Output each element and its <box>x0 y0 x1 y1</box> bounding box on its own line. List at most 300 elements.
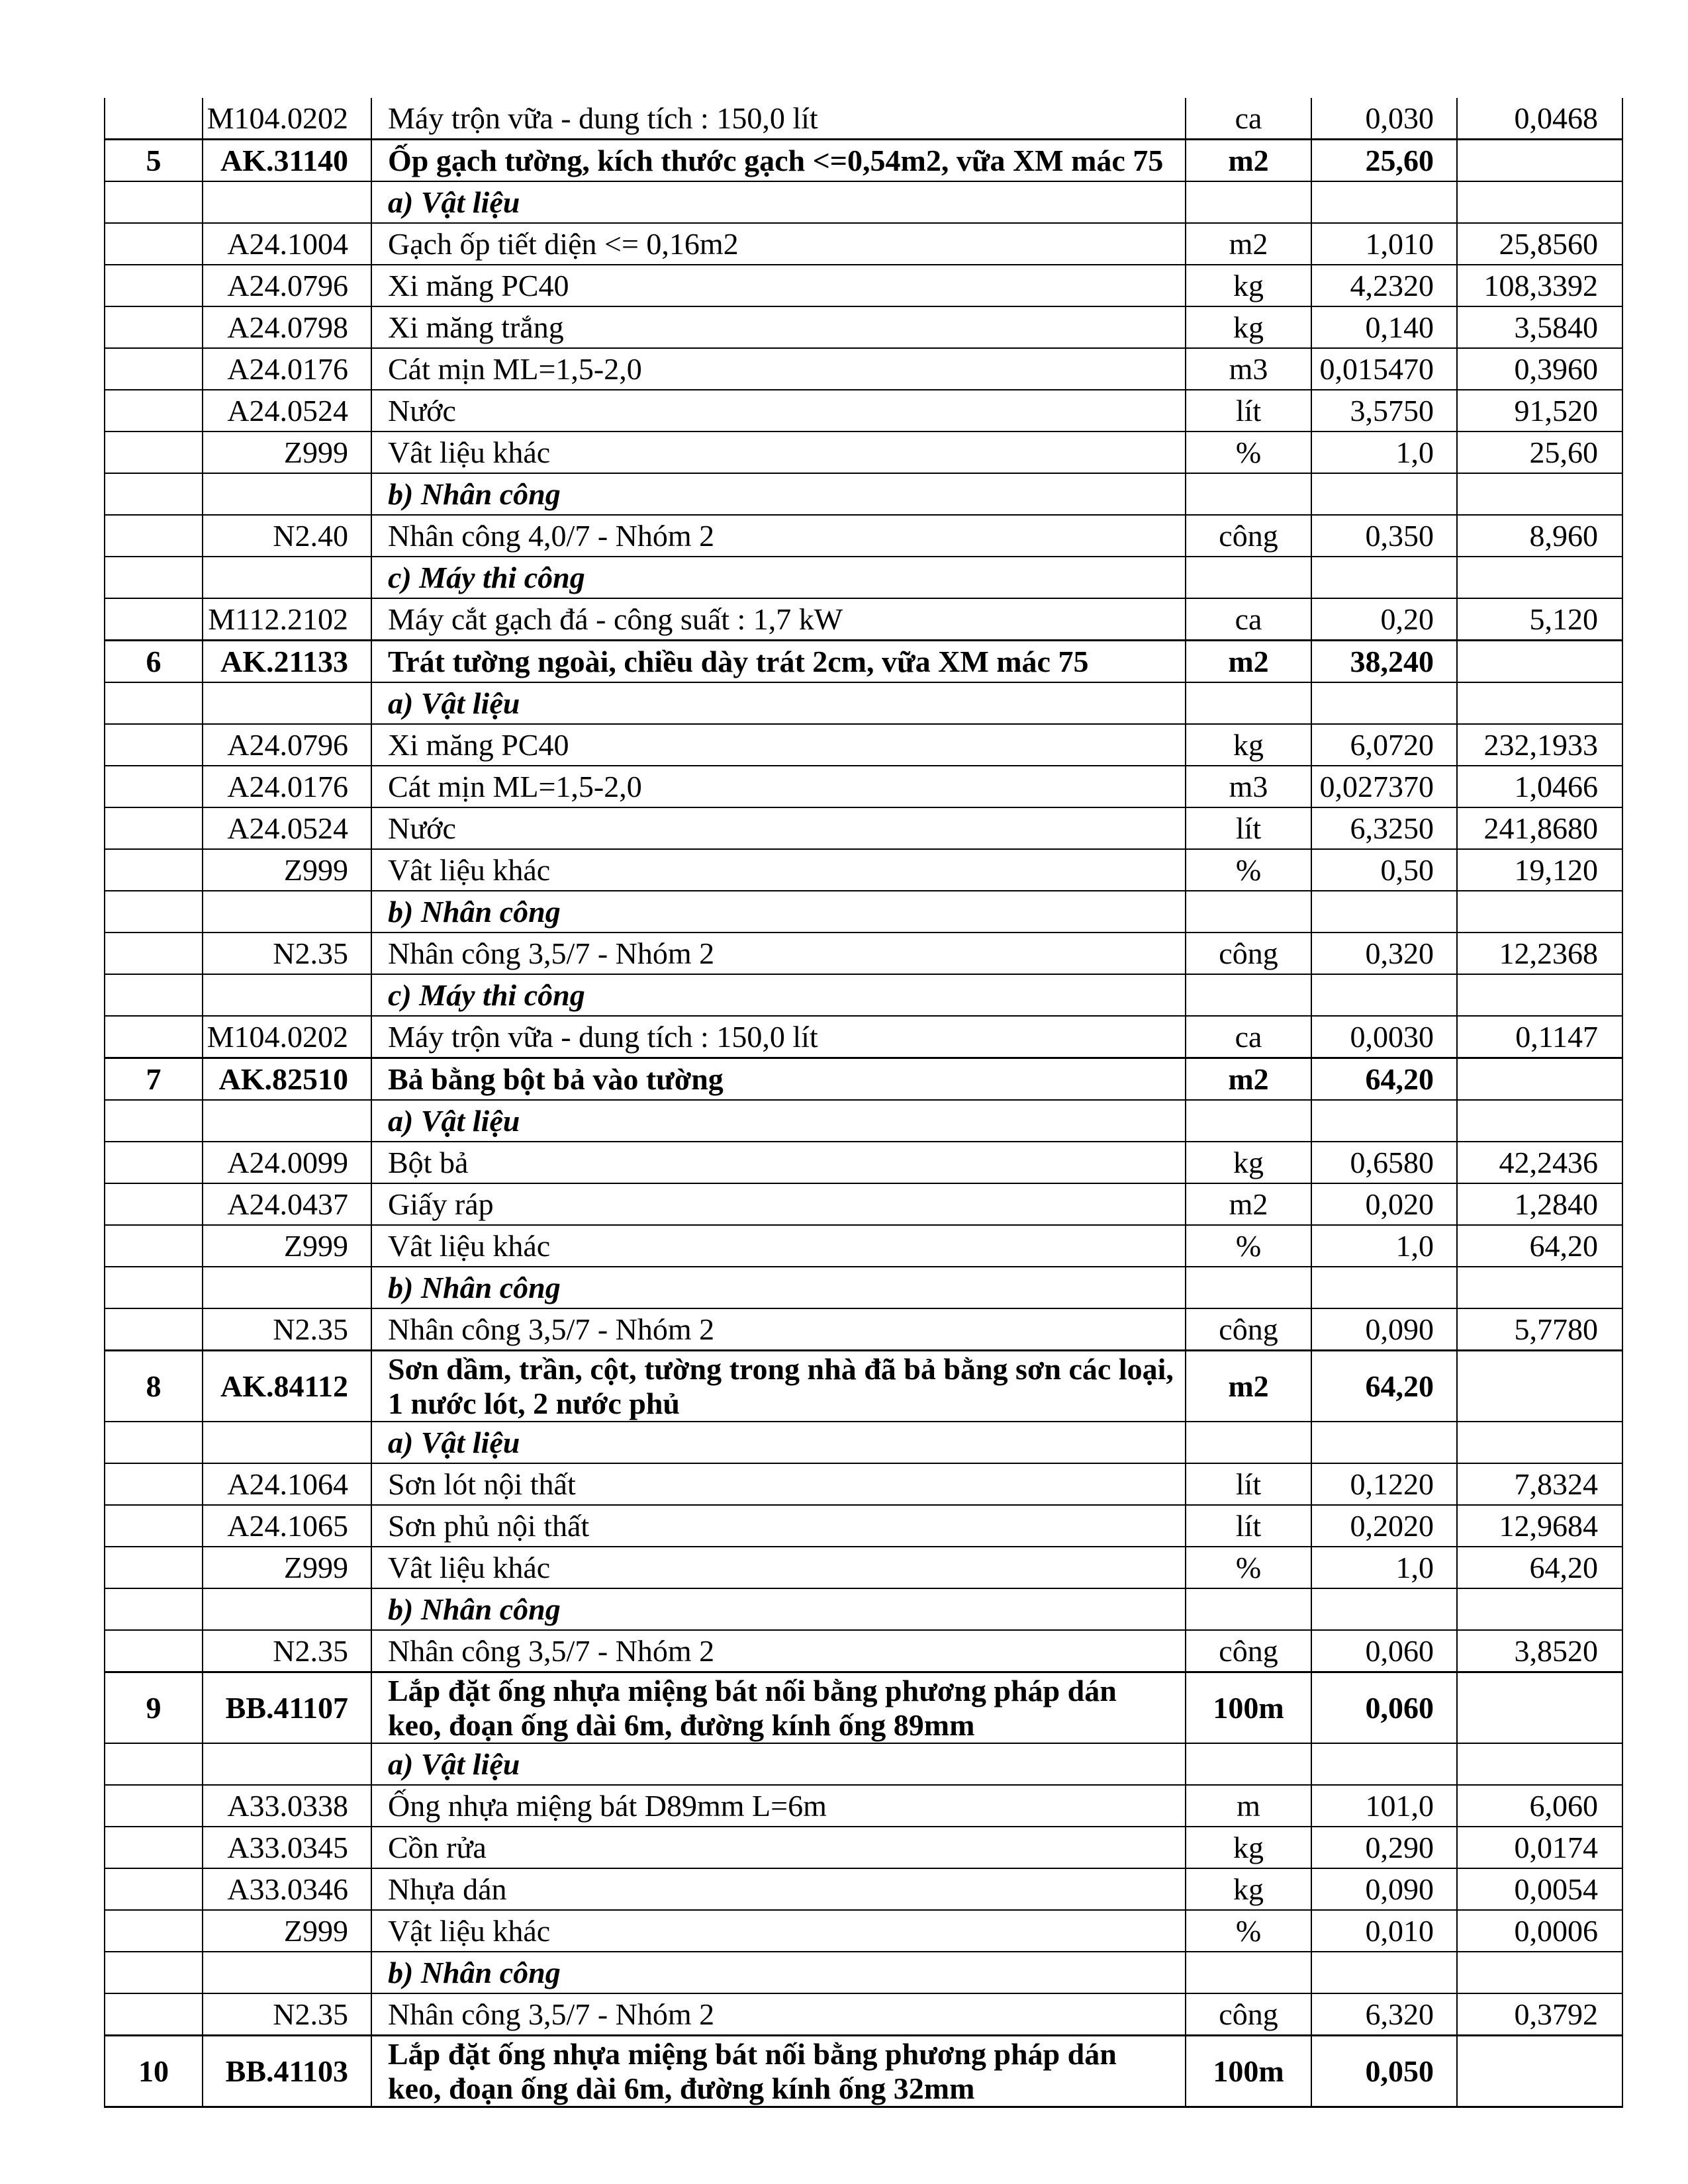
table-row <box>105 1142 1622 1183</box>
cell-unit: m <box>1186 1785 1311 1827</box>
cell-unit: kg <box>1186 1868 1311 1910</box>
cell-code <box>203 1422 371 1463</box>
table-row <box>105 849 1622 891</box>
cell-qty: 0,50 <box>1311 849 1457 891</box>
cell-name: Vât liệu khác <box>371 432 1186 473</box>
cell-stt: 10 <box>105 2036 203 2107</box>
table-row <box>105 1422 1622 1463</box>
cell-name: Bột bả <box>371 1142 1186 1183</box>
cell-unit: ca <box>1186 598 1311 641</box>
cell-name: Nhân công 3,5/7 - Nhóm 2 <box>371 1630 1186 1672</box>
cell-code: AK.21133 <box>203 641 371 683</box>
cell-unit: ca <box>1186 98 1311 140</box>
cell-stt <box>105 265 203 306</box>
cell-total: 0,0174 <box>1457 1827 1622 1868</box>
cell-code: A24.0796 <box>203 724 371 766</box>
cell-code: BB.41103 <box>203 2036 371 2107</box>
cell-unit: m2 <box>1186 1058 1311 1101</box>
cell-stt <box>105 933 203 974</box>
cell-qty <box>1311 1588 1457 1630</box>
cell-qty: 1,0 <box>1311 1547 1457 1588</box>
cell-unit: m2 <box>1186 641 1311 683</box>
cell-qty: 3,5750 <box>1311 390 1457 432</box>
cell-total: 5,7780 <box>1457 1308 1622 1351</box>
cell-name: Nước <box>371 390 1186 432</box>
table-row <box>105 1505 1622 1547</box>
table-row <box>105 1672 1622 1744</box>
cell-qty: 101,0 <box>1311 1785 1457 1827</box>
cell-unit: % <box>1186 1547 1311 1588</box>
cell-unit: kg <box>1186 306 1311 348</box>
cell-stt <box>105 557 203 598</box>
cell-name: Trát tường ngoài, chiều dày trát 2cm, vữa XM mác 75 <box>371 641 1186 683</box>
cell-code: Z999 <box>203 432 371 473</box>
table-row <box>105 974 1622 1016</box>
cell-name: a) Vật liệu <box>371 1422 1186 1463</box>
table-row <box>105 1785 1622 1827</box>
table-row <box>105 1547 1622 1588</box>
table-row <box>105 390 1622 432</box>
table-row <box>105 766 1622 807</box>
cell-name: Gạch ốp tiết diện <= 0,16m2 <box>371 223 1186 265</box>
cell-unit: kg <box>1186 1142 1311 1183</box>
cell-total: 7,8324 <box>1457 1463 1622 1505</box>
cell-code: N2.35 <box>203 1630 371 1672</box>
cell-qty: 0,030 <box>1311 98 1457 140</box>
cell-total: 1,0466 <box>1457 766 1622 807</box>
table-row <box>105 265 1622 306</box>
cell-qty <box>1311 682 1457 724</box>
cell-total: 91,520 <box>1457 390 1622 432</box>
cell-qty: 6,0720 <box>1311 724 1457 766</box>
cell-qty: 0,010 <box>1311 1910 1457 1952</box>
table-row <box>105 641 1622 683</box>
table-row <box>105 1100 1622 1142</box>
cell-qty: 0,090 <box>1311 1308 1457 1351</box>
cell-stt <box>105 1267 203 1308</box>
cell-name: Nhân công 4,0/7 - Nhóm 2 <box>371 515 1186 557</box>
cell-stt <box>105 1225 203 1267</box>
cell-total <box>1457 974 1622 1016</box>
cell-stt <box>105 1588 203 1630</box>
cell-unit: kg <box>1186 1827 1311 1868</box>
cell-qty <box>1311 1267 1457 1308</box>
cell-name: Sơn phủ nội thất <box>371 1505 1186 1547</box>
cell-code: A24.1004 <box>203 223 371 265</box>
cell-unit: công <box>1186 1993 1311 2036</box>
table-row <box>105 2036 1622 2107</box>
cell-total: 12,9684 <box>1457 1505 1622 1547</box>
cell-stt <box>105 1547 203 1588</box>
cell-qty: 0,020 <box>1311 1183 1457 1225</box>
cell-code: M104.0202 <box>203 98 371 140</box>
cell-total: 241,8680 <box>1457 807 1622 849</box>
cell-code: A24.0099 <box>203 1142 371 1183</box>
cell-stt <box>105 849 203 891</box>
cell-code: A24.0798 <box>203 306 371 348</box>
cell-stt <box>105 223 203 265</box>
cell-qty: 0,0030 <box>1311 1016 1457 1058</box>
cell-stt <box>105 306 203 348</box>
cell-unit: công <box>1186 1630 1311 1672</box>
cell-name: Sơn lót nội thất <box>371 1463 1186 1505</box>
cell-name: Máy trộn vữa - dung tích : 150,0 lít <box>371 98 1186 140</box>
table-row <box>105 933 1622 974</box>
cell-unit <box>1186 1267 1311 1308</box>
cell-code: N2.35 <box>203 1993 371 2036</box>
cell-unit: ca <box>1186 1016 1311 1058</box>
cell-total: 0,3960 <box>1457 348 1622 390</box>
cell-total: 25,8560 <box>1457 223 1622 265</box>
cell-name: Vât liệu khác <box>371 1225 1186 1267</box>
cell-stt <box>105 598 203 641</box>
cell-stt <box>105 891 203 933</box>
cell-code: N2.35 <box>203 1308 371 1351</box>
cell-total: 232,1933 <box>1457 724 1622 766</box>
cell-code: A33.0338 <box>203 1785 371 1827</box>
cell-stt <box>105 682 203 724</box>
table-row <box>105 1267 1622 1308</box>
table-row <box>105 140 1622 182</box>
cell-code <box>203 682 371 724</box>
cell-unit <box>1186 682 1311 724</box>
cell-stt <box>105 1308 203 1351</box>
cell-total: 12,2368 <box>1457 933 1622 974</box>
cell-stt <box>105 1952 203 1993</box>
table-row <box>105 1827 1622 1868</box>
cell-total: 25,60 <box>1457 432 1622 473</box>
table-row <box>105 557 1622 598</box>
cell-qty: 0,015470 <box>1311 348 1457 390</box>
cell-unit <box>1186 1952 1311 1993</box>
table-row <box>105 1630 1622 1672</box>
cell-unit: m2 <box>1186 140 1311 182</box>
cell-code: A24.0524 <box>203 807 371 849</box>
cell-name: Nhựa dán <box>371 1868 1186 1910</box>
cell-name: Xi măng PC40 <box>371 724 1186 766</box>
cell-qty: 0,140 <box>1311 306 1457 348</box>
table-row <box>105 1183 1622 1225</box>
table-row <box>105 1588 1622 1630</box>
cell-stt <box>105 1743 203 1785</box>
cell-code: M112.2102 <box>203 598 371 641</box>
cell-unit: kg <box>1186 724 1311 766</box>
cell-code: AK.31140 <box>203 140 371 182</box>
cell-qty <box>1311 1100 1457 1142</box>
cell-stt <box>105 181 203 223</box>
cell-code <box>203 974 371 1016</box>
cell-qty: 0,20 <box>1311 598 1457 641</box>
cell-qty: 1,0 <box>1311 432 1457 473</box>
cell-name: Lắp đặt ống nhựa miệng bát nối bằng phương pháp dán keo, đoạn ống dài 6m, đường kính ống 32mm <box>371 2036 1186 2107</box>
cell-qty <box>1311 974 1457 1016</box>
cell-code: Z999 <box>203 1225 371 1267</box>
cell-code: A33.0345 <box>203 1827 371 1868</box>
cell-stt <box>105 390 203 432</box>
cell-name: Giấy ráp <box>371 1183 1186 1225</box>
cell-stt: 7 <box>105 1058 203 1101</box>
cell-qty: 0,1220 <box>1311 1463 1457 1505</box>
cell-code <box>203 1952 371 1993</box>
table-row <box>105 1058 1622 1101</box>
cell-stt <box>105 1016 203 1058</box>
cell-code: A24.0176 <box>203 348 371 390</box>
cell-code: N2.40 <box>203 515 371 557</box>
cell-code <box>203 181 371 223</box>
cell-stt <box>105 1630 203 1672</box>
cell-code <box>203 557 371 598</box>
cell-code <box>203 1100 371 1142</box>
cell-unit: m3 <box>1186 348 1311 390</box>
cell-qty: 6,320 <box>1311 1993 1457 2036</box>
cell-qty <box>1311 1743 1457 1785</box>
cell-name: Vât liệu khác <box>371 849 1186 891</box>
cell-total: 3,8520 <box>1457 1630 1622 1672</box>
cell-qty: 0,027370 <box>1311 766 1457 807</box>
table-row <box>105 1868 1622 1910</box>
cell-name: Nhân công 3,5/7 - Nhóm 2 <box>371 1308 1186 1351</box>
cell-name: Cát mịn ML=1,5-2,0 <box>371 348 1186 390</box>
cell-total <box>1457 891 1622 933</box>
cell-name: Bả bằng bột bả vào tường <box>371 1058 1186 1101</box>
cell-unit: lít <box>1186 390 1311 432</box>
cell-stt <box>105 1422 203 1463</box>
cell-name: b) Nhân công <box>371 473 1186 515</box>
cell-qty <box>1311 473 1457 515</box>
cell-stt <box>105 98 203 140</box>
cell-code: AK.84112 <box>203 1351 371 1422</box>
cell-total <box>1457 1743 1622 1785</box>
cell-total: 0,0054 <box>1457 1868 1622 1910</box>
cell-name: Lắp đặt ống nhựa miệng bát nối bằng phương pháp dán keo, đoạn ống dài 6m, đường kính ống 89mm <box>371 1672 1186 1744</box>
cell-unit: m2 <box>1186 1351 1311 1422</box>
cost-estimate-table-body <box>105 98 1622 2107</box>
table-row <box>105 515 1622 557</box>
cell-unit: lít <box>1186 1505 1311 1547</box>
cell-qty: 4,2320 <box>1311 265 1457 306</box>
cell-code: A24.1065 <box>203 1505 371 1547</box>
cell-unit: % <box>1186 849 1311 891</box>
cell-code: A24.0437 <box>203 1183 371 1225</box>
table-row <box>105 1225 1622 1267</box>
cell-name: a) Vật liệu <box>371 1743 1186 1785</box>
cell-total <box>1457 1100 1622 1142</box>
cell-code: AK.82510 <box>203 1058 371 1101</box>
table-row <box>105 1308 1622 1351</box>
cell-unit: lít <box>1186 807 1311 849</box>
cell-qty: 0,060 <box>1311 1672 1457 1744</box>
cell-stt <box>105 515 203 557</box>
table-row <box>105 1463 1622 1505</box>
cell-total <box>1457 1588 1622 1630</box>
cell-qty: 25,60 <box>1311 140 1457 182</box>
cell-code: A24.0176 <box>203 766 371 807</box>
cell-unit <box>1186 974 1311 1016</box>
cell-stt <box>105 1827 203 1868</box>
cell-stt <box>105 348 203 390</box>
cell-total: 8,960 <box>1457 515 1622 557</box>
cell-qty: 0,320 <box>1311 933 1457 974</box>
cell-name: Nhân công 3,5/7 - Nhóm 2 <box>371 1993 1186 2036</box>
cell-qty: 64,20 <box>1311 1058 1457 1101</box>
cell-qty <box>1311 891 1457 933</box>
cell-name: Ống nhựa miệng bát D89mm L=6m <box>371 1785 1186 1827</box>
cell-total <box>1457 557 1622 598</box>
cell-total: 108,3392 <box>1457 265 1622 306</box>
cell-stt: 6 <box>105 641 203 683</box>
cell-name: a) Vật liệu <box>371 682 1186 724</box>
cell-stt: 5 <box>105 140 203 182</box>
table-row <box>105 1952 1622 1993</box>
cell-total: 6,060 <box>1457 1785 1622 1827</box>
cell-unit <box>1186 473 1311 515</box>
cell-total: 0,1147 <box>1457 1016 1622 1058</box>
cell-total: 3,5840 <box>1457 306 1622 348</box>
cell-total: 0,0468 <box>1457 98 1622 140</box>
cell-total <box>1457 1058 1622 1101</box>
cell-total <box>1457 1952 1622 1993</box>
cell-qty: 38,240 <box>1311 641 1457 683</box>
cell-qty: 0,290 <box>1311 1827 1457 1868</box>
cell-qty: 64,20 <box>1311 1351 1457 1422</box>
cell-stt <box>105 974 203 1016</box>
table-row <box>105 682 1622 724</box>
cell-name: b) Nhân công <box>371 1952 1186 1993</box>
cell-unit <box>1186 891 1311 933</box>
cell-unit: % <box>1186 1910 1311 1952</box>
cell-name: Cát mịn ML=1,5-2,0 <box>371 766 1186 807</box>
cell-qty <box>1311 181 1457 223</box>
cell-unit <box>1186 1100 1311 1142</box>
cell-name: b) Nhân công <box>371 1588 1186 1630</box>
cell-stt <box>105 1183 203 1225</box>
cell-qty <box>1311 1952 1457 1993</box>
cell-qty <box>1311 1422 1457 1463</box>
cell-unit: 100m <box>1186 1672 1311 1744</box>
cell-code: BB.41107 <box>203 1672 371 1744</box>
cell-stt <box>105 807 203 849</box>
cell-name: Ốp gạch tường, kích thước gạch <=0,54m2, vữa XM mác 75 <box>371 140 1186 182</box>
cell-code: M104.0202 <box>203 1016 371 1058</box>
cell-qty: 0,090 <box>1311 1868 1457 1910</box>
cell-total: 0,0006 <box>1457 1910 1622 1952</box>
cell-total <box>1457 2036 1622 2107</box>
cell-qty: 1,010 <box>1311 223 1457 265</box>
table-row <box>105 1351 1622 1422</box>
cell-name: Vật liệu khác <box>371 1910 1186 1952</box>
cell-total: 42,2436 <box>1457 1142 1622 1183</box>
cell-code <box>203 1267 371 1308</box>
cell-unit: % <box>1186 432 1311 473</box>
cell-total <box>1457 641 1622 683</box>
cell-name: a) Vật liệu <box>371 181 1186 223</box>
cell-name: Xi măng trắng <box>371 306 1186 348</box>
table-row <box>105 1993 1622 2036</box>
cell-name: Máy trộn vữa - dung tích : 150,0 lít <box>371 1016 1186 1058</box>
cell-qty: 0,6580 <box>1311 1142 1457 1183</box>
cell-name: Nước <box>371 807 1186 849</box>
cell-qty: 0,060 <box>1311 1630 1457 1672</box>
cell-total: 1,2840 <box>1457 1183 1622 1225</box>
cell-code: Z999 <box>203 1910 371 1952</box>
cell-total: 0,3792 <box>1457 1993 1622 2036</box>
cell-stt <box>105 1142 203 1183</box>
cell-qty: 0,2020 <box>1311 1505 1457 1547</box>
cell-stt <box>105 473 203 515</box>
cell-unit: m2 <box>1186 1183 1311 1225</box>
cell-name: Nhân công 3,5/7 - Nhóm 2 <box>371 933 1186 974</box>
cell-name: b) Nhân công <box>371 1267 1186 1308</box>
cell-unit <box>1186 1422 1311 1463</box>
cell-stt: 8 <box>105 1351 203 1422</box>
cell-total <box>1457 1672 1622 1744</box>
cell-total <box>1457 1351 1622 1422</box>
cell-code <box>203 473 371 515</box>
cell-name: Máy cắt gạch đá - công suất : 1,7 kW <box>371 598 1186 641</box>
cost-estimate-table <box>104 98 1623 2108</box>
cell-total: 64,20 <box>1457 1547 1622 1588</box>
cell-unit: công <box>1186 515 1311 557</box>
cell-code <box>203 891 371 933</box>
cell-total <box>1457 140 1622 182</box>
table-row <box>105 181 1622 223</box>
cell-qty <box>1311 557 1457 598</box>
cell-unit: kg <box>1186 265 1311 306</box>
cell-stt <box>105 1868 203 1910</box>
cell-stt <box>105 1505 203 1547</box>
cell-name: c) Máy thi công <box>371 557 1186 598</box>
cell-code: A24.1064 <box>203 1463 371 1505</box>
cell-stt <box>105 1993 203 2036</box>
cell-name: b) Nhân công <box>371 891 1186 933</box>
cell-qty: 0,350 <box>1311 515 1457 557</box>
cell-name: a) Vật liệu <box>371 1100 1186 1142</box>
cell-total <box>1457 682 1622 724</box>
cell-stt <box>105 1100 203 1142</box>
cell-code <box>203 1743 371 1785</box>
cell-code: A33.0346 <box>203 1868 371 1910</box>
cell-stt: 9 <box>105 1672 203 1744</box>
table-row <box>105 1743 1622 1785</box>
cell-code: Z999 <box>203 849 371 891</box>
cell-name: Vât liệu khác <box>371 1547 1186 1588</box>
cell-unit <box>1186 1743 1311 1785</box>
cell-qty: 0,050 <box>1311 2036 1457 2107</box>
cell-total: 64,20 <box>1457 1225 1622 1267</box>
cell-name: Sơn dầm, trần, cột, tường trong nhà đã bả bằng sơn các loại, 1 nước lót, 2 nước phủ <box>371 1351 1186 1422</box>
cell-stt <box>105 766 203 807</box>
table-row <box>105 807 1622 849</box>
cell-name: c) Máy thi công <box>371 974 1186 1016</box>
cell-unit <box>1186 181 1311 223</box>
cell-name: Xi măng PC40 <box>371 265 1186 306</box>
cell-unit <box>1186 557 1311 598</box>
cell-unit: lít <box>1186 1463 1311 1505</box>
table-row <box>105 891 1622 933</box>
cell-unit: công <box>1186 933 1311 974</box>
table-row <box>105 1016 1622 1058</box>
cell-stt <box>105 432 203 473</box>
cell-unit: % <box>1186 1225 1311 1267</box>
table-row <box>105 1910 1622 1952</box>
table-row <box>105 223 1622 265</box>
cell-code <box>203 1588 371 1630</box>
cell-qty: 1,0 <box>1311 1225 1457 1267</box>
cell-total <box>1457 181 1622 223</box>
cell-stt <box>105 724 203 766</box>
cell-stt <box>105 1785 203 1827</box>
cell-code: N2.35 <box>203 933 371 974</box>
